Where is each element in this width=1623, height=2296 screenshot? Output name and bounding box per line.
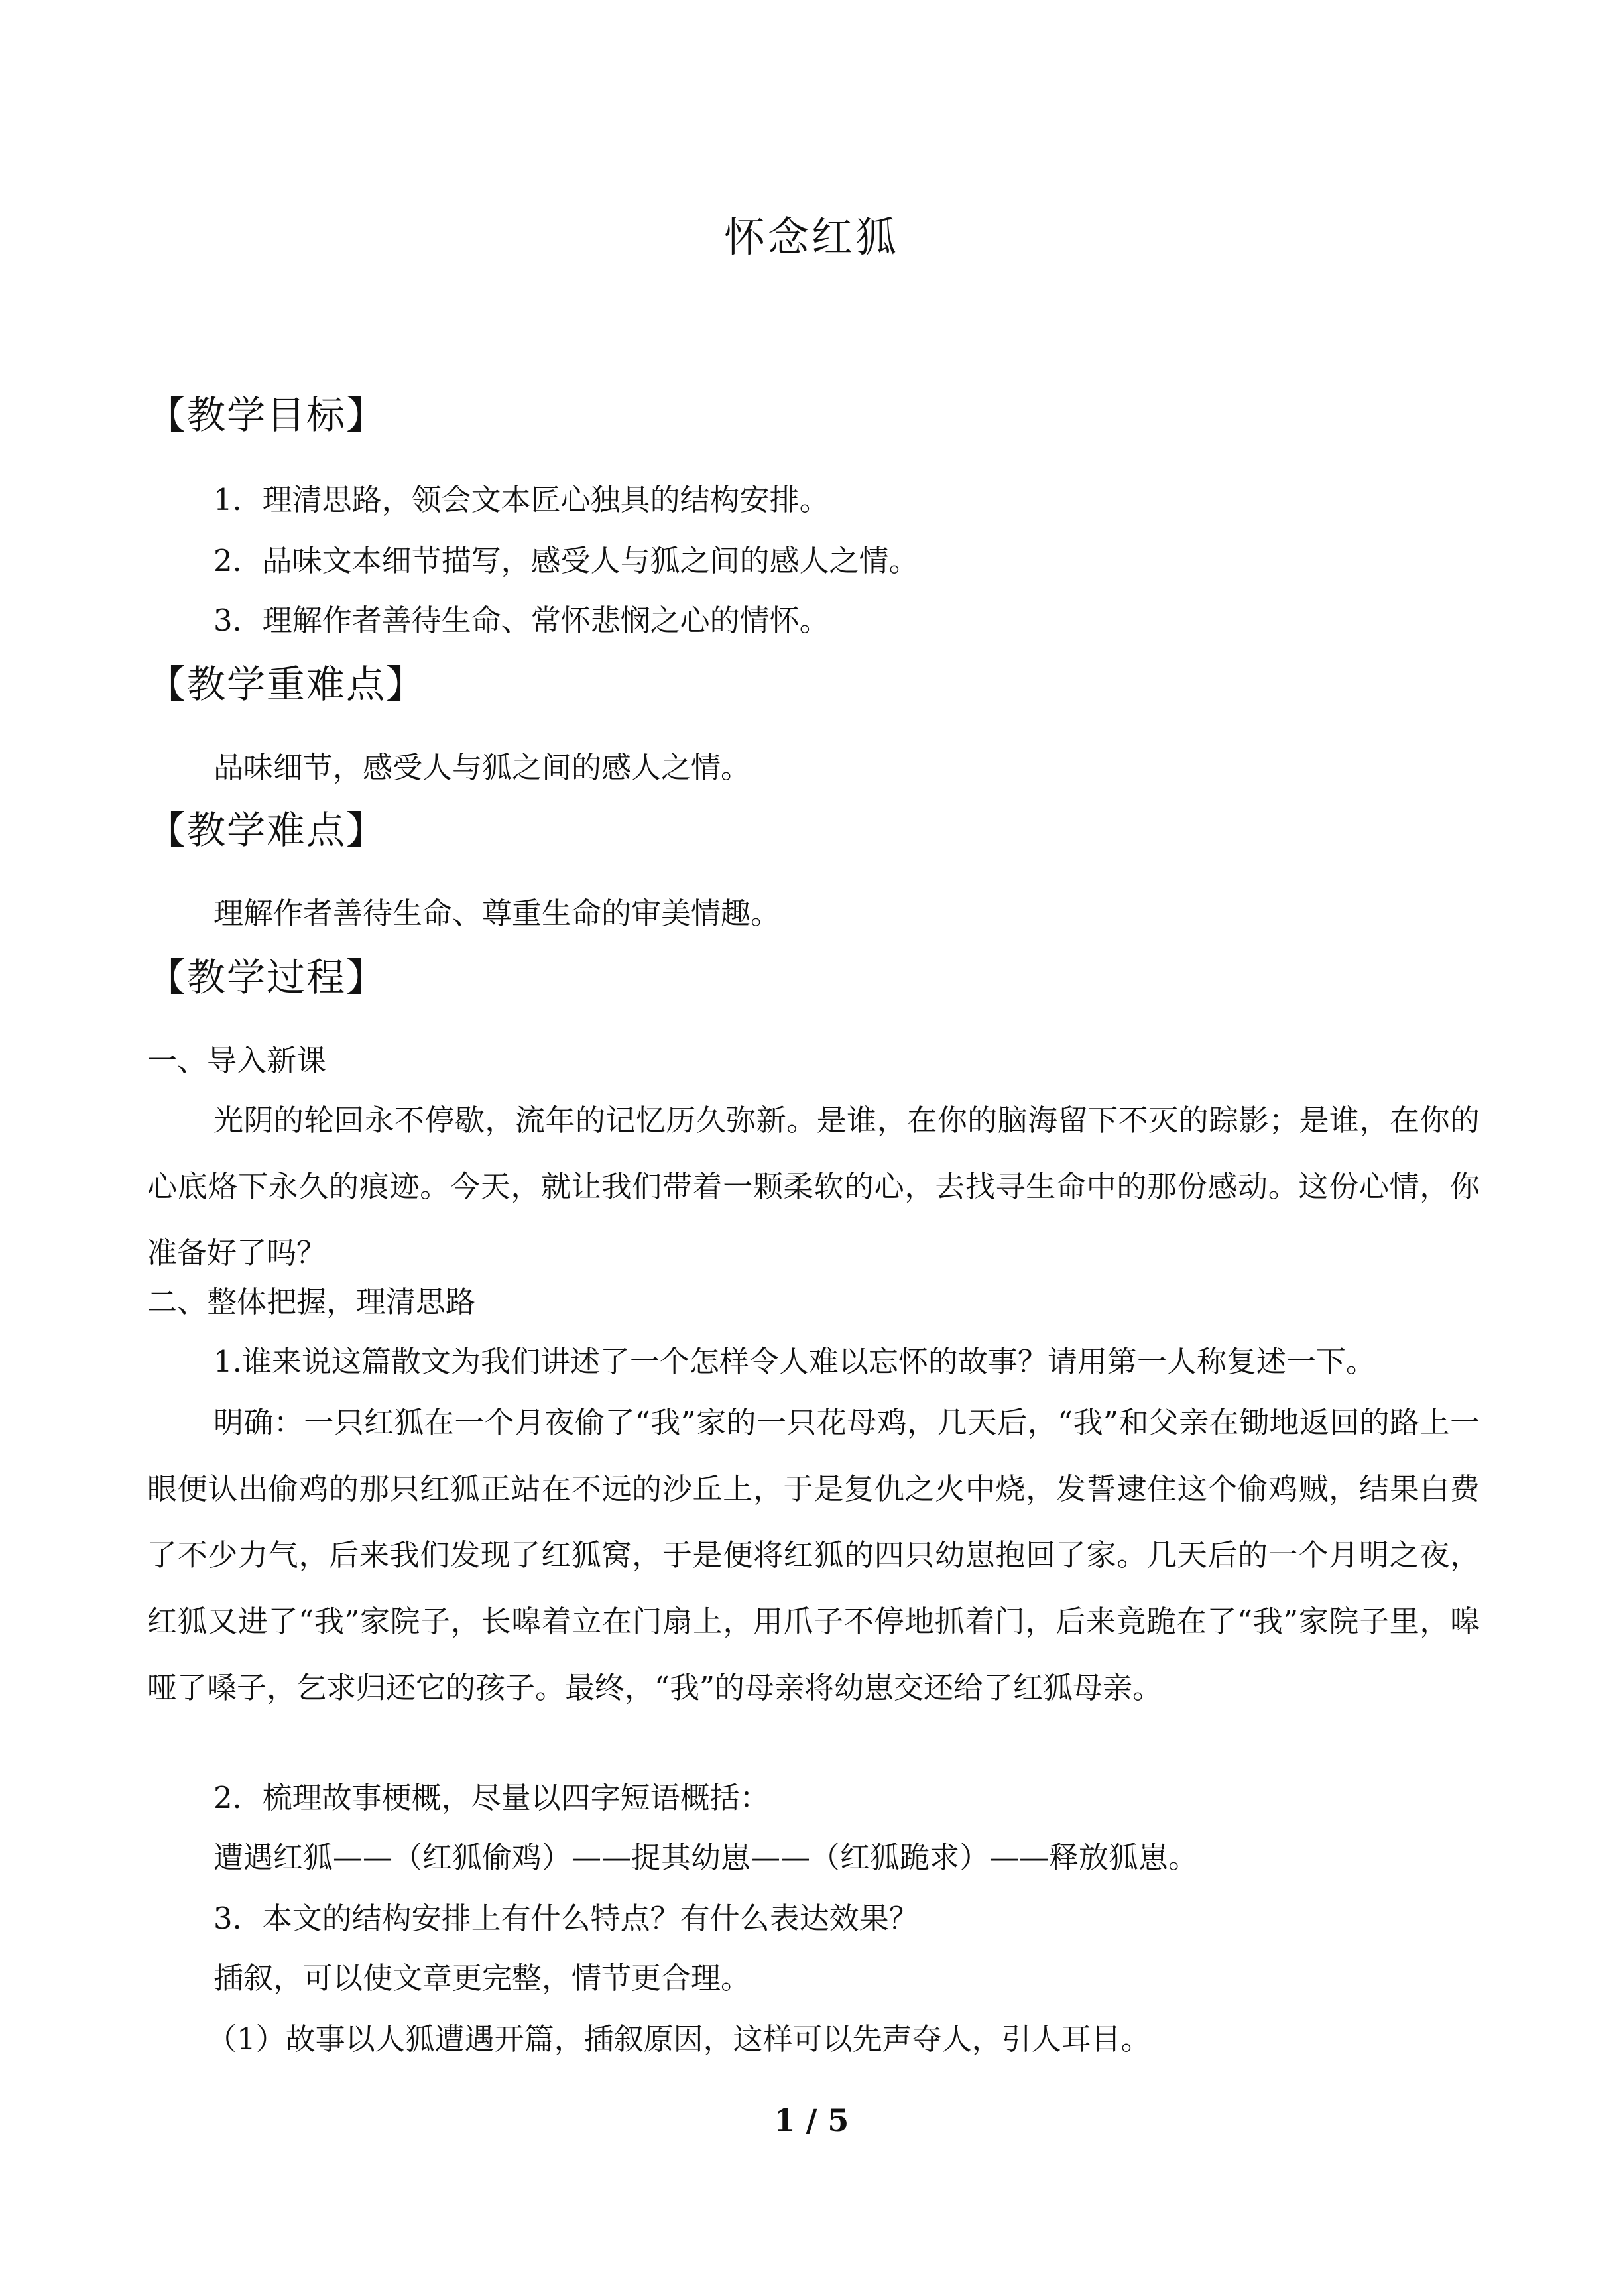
question-1: 1.谁来说这篇散文为我们讲述了一个怎样令人难以忘怀的故事？请用第一人称复述一下。 [213,1344,1376,1379]
key-points-text: 品味细节，感受人与狐之间的感人之情。 [213,750,751,785]
question-2: 2．梳理故事梗概，尽量以四字短语概括： [213,1780,770,1815]
answer-3: 插叙，可以使文章更完整，情节更合理。 [213,1961,751,1996]
heading-teaching-process: 【教学过程】 [147,955,387,1000]
goal-item-3: 3．理解作者善待生命、常怀悲悯之心的情怀。 [213,603,829,638]
part1-paragraph: 光阴的轮回永不停歇，流年的记忆历久弥新。是谁，在你的脑海留下不灭的踪影；是谁，在你的心底烙下永久的痕迹。今天，就让我们带着一颗柔软的心，去找寻生命中的那份感动。这份心情，你准备好了吗？ [147,1103,1480,1270]
part2-title: 二、整体把握，理清思路 [147,1284,476,1319]
goal-item-2: 2．品味文本细节描写，感受人与狐之间的感人之情。 [213,543,919,578]
answer-3-point-1: （1）故事以人狐遭遇开篇，插叙原因，这样可以先声夺人，引人耳目。 [207,2022,1151,2057]
answer-1: 明确：一只红狐在一个月夜偷了“我”家的一只花母鸡，几天后，“我”和父亲在锄地返回的路上一眼便认出偷鸡的那只红狐正站在不远的沙丘上，于是复仇之火中烧，发誓逮住这个偷鸡贼，结果白费了不少力气，后来我们发现了红狐窝，于是便将红狐的四只幼崽抱回了家。几天后的一个月明之夜，红狐又进了“我”家院子，长嗥着立在门扇上，用爪子不停地抓着门，后来竟跪在了“我”家院子里，嗥哑了嗓子，乞求归还它的孩子。最终，“我”的母亲将幼崽交还给了红狐母亲。 [147,1405,1480,1705]
part1-title: 一、导入新课 [147,1043,327,1078]
goal-item-1: 1．理清思路，领会文本匠心独具的结构安排。 [213,482,829,517]
heading-difficult-points: 【教学难点】 [147,808,387,853]
heading-key-points: 【教学重难点】 [147,662,426,707]
page-number: 1 / 5 [774,2102,849,2138]
difficult-points-text: 理解作者善待生命、尊重生命的审美情趣。 [213,896,781,931]
heading-teaching-goals: 【教学目标】 [147,393,387,438]
question-3: 3．本文的结构安排上有什么特点？有什么表达效果？ [213,1901,919,1936]
answer-2: 遭遇红狐——（红狐偷鸡）——捉其幼崽——（红狐跪求）——释放狐崽。 [213,1840,1199,1875]
document-title: 怀念红狐 [723,213,899,261]
